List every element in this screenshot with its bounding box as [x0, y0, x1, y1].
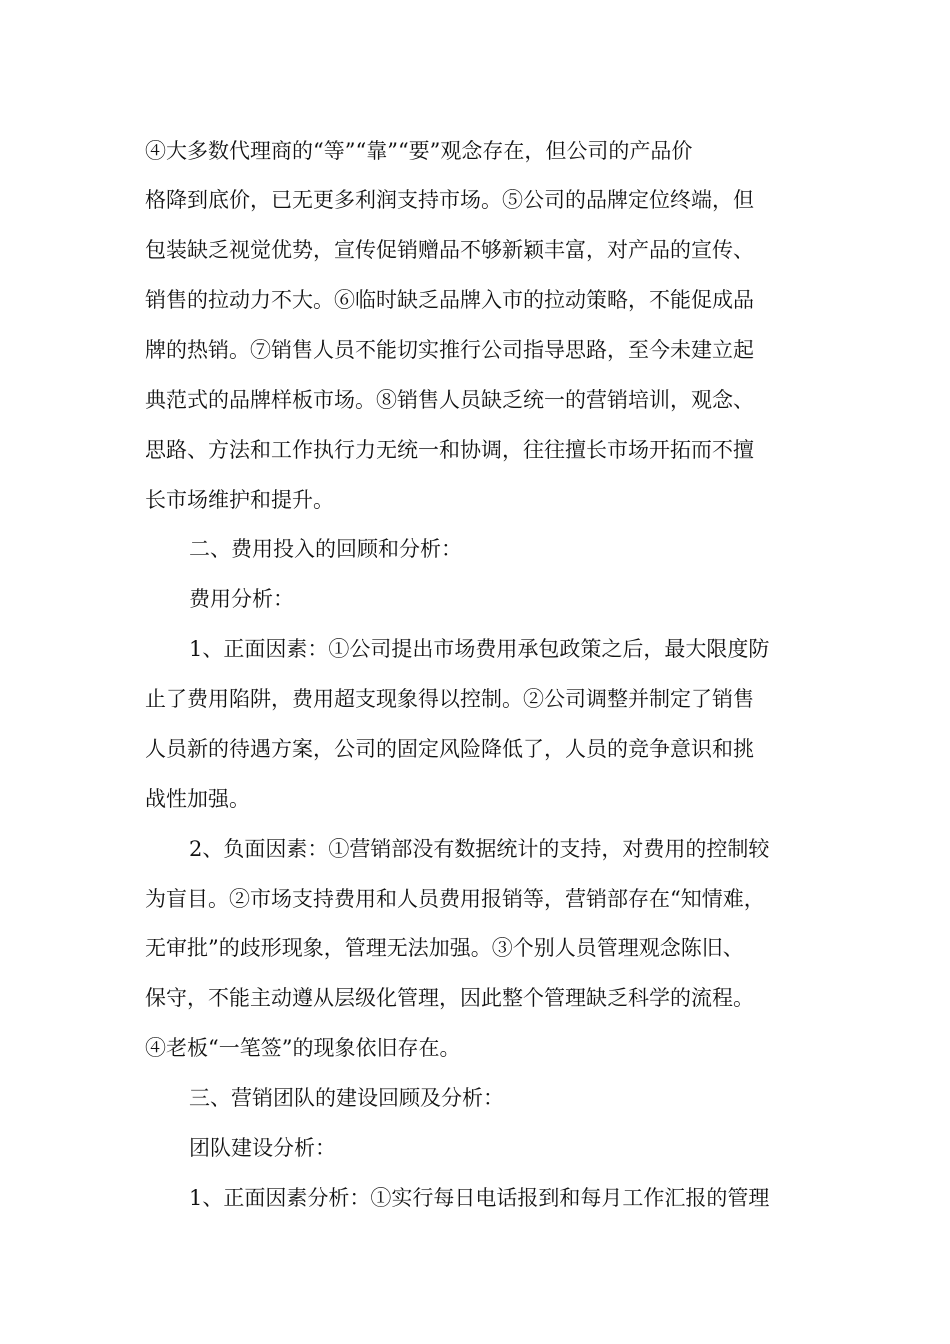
- subsection-heading: 团队建设分析：: [189, 1136, 336, 1160]
- text-line: 2、负面因素：①营销部没有数据统计的支持，对费用的控制较: [189, 837, 770, 861]
- text-line: 长市场维护和提升。: [145, 488, 334, 512]
- text-line: 战性加强。: [145, 787, 250, 811]
- text-line: 人员新的待遇方案，公司的固定风险降低了，人员的竞争意识和挑: [145, 737, 754, 761]
- section-heading: 三、营销团队的建设回顾及分析：: [189, 1086, 504, 1110]
- text-line: 格降到底价，已无更多利润支持市场。⑤公司的品牌定位终端，但: [145, 188, 754, 212]
- text-line: ④老板“一笔签”的现象依旧存在。: [145, 1036, 461, 1060]
- text-line: 牌的热销。⑦销售人员不能切实推行公司指导思路，至今未建立起: [145, 338, 754, 362]
- text-line: 包装缺乏视觉优势，宣传促销赠品不够新颖丰富，对产品的宣传、: [145, 238, 754, 262]
- text-line: 销售的拉动力不大。⑥临时缺乏品牌入市的拉动策略，不能促成品: [145, 288, 754, 312]
- section-heading: 二、费用投入的回顾和分析：: [189, 537, 462, 561]
- text-line: 思路、方法和工作执行力无统一和协调，往往擅长市场开拓而不擅: [145, 438, 754, 462]
- text-line: 为盲目。②市场支持费用和人员费用报销等，营销部存在“知情难，: [145, 887, 765, 911]
- text-line: 1、正面因素：①公司提出市场费用承包政策之后，最大限度防: [189, 637, 770, 661]
- text-line: 典范式的品牌样板市场。⑧销售人员缺乏统一的营销培训，观念、: [145, 388, 754, 412]
- text-line: 止了费用陷阱，费用超支现象得以控制。②公司调整并制定了销售: [145, 687, 754, 711]
- text-line: ④大多数代理商的“等”“靠”“要”观念存在，但公司的产品价: [145, 139, 693, 163]
- subsection-heading: 费用分析：: [189, 587, 294, 611]
- text-line: 无审批”的歧形现象，管理无法加强。③个别人员管理观念陈旧、: [145, 936, 744, 960]
- text-line: 1、正面因素分析：①实行每日电话报到和每月工作汇报的管理: [189, 1186, 770, 1210]
- text-line: 保守，不能主动遵从层级化管理，因此整个管理缺乏科学的流程。: [145, 986, 754, 1010]
